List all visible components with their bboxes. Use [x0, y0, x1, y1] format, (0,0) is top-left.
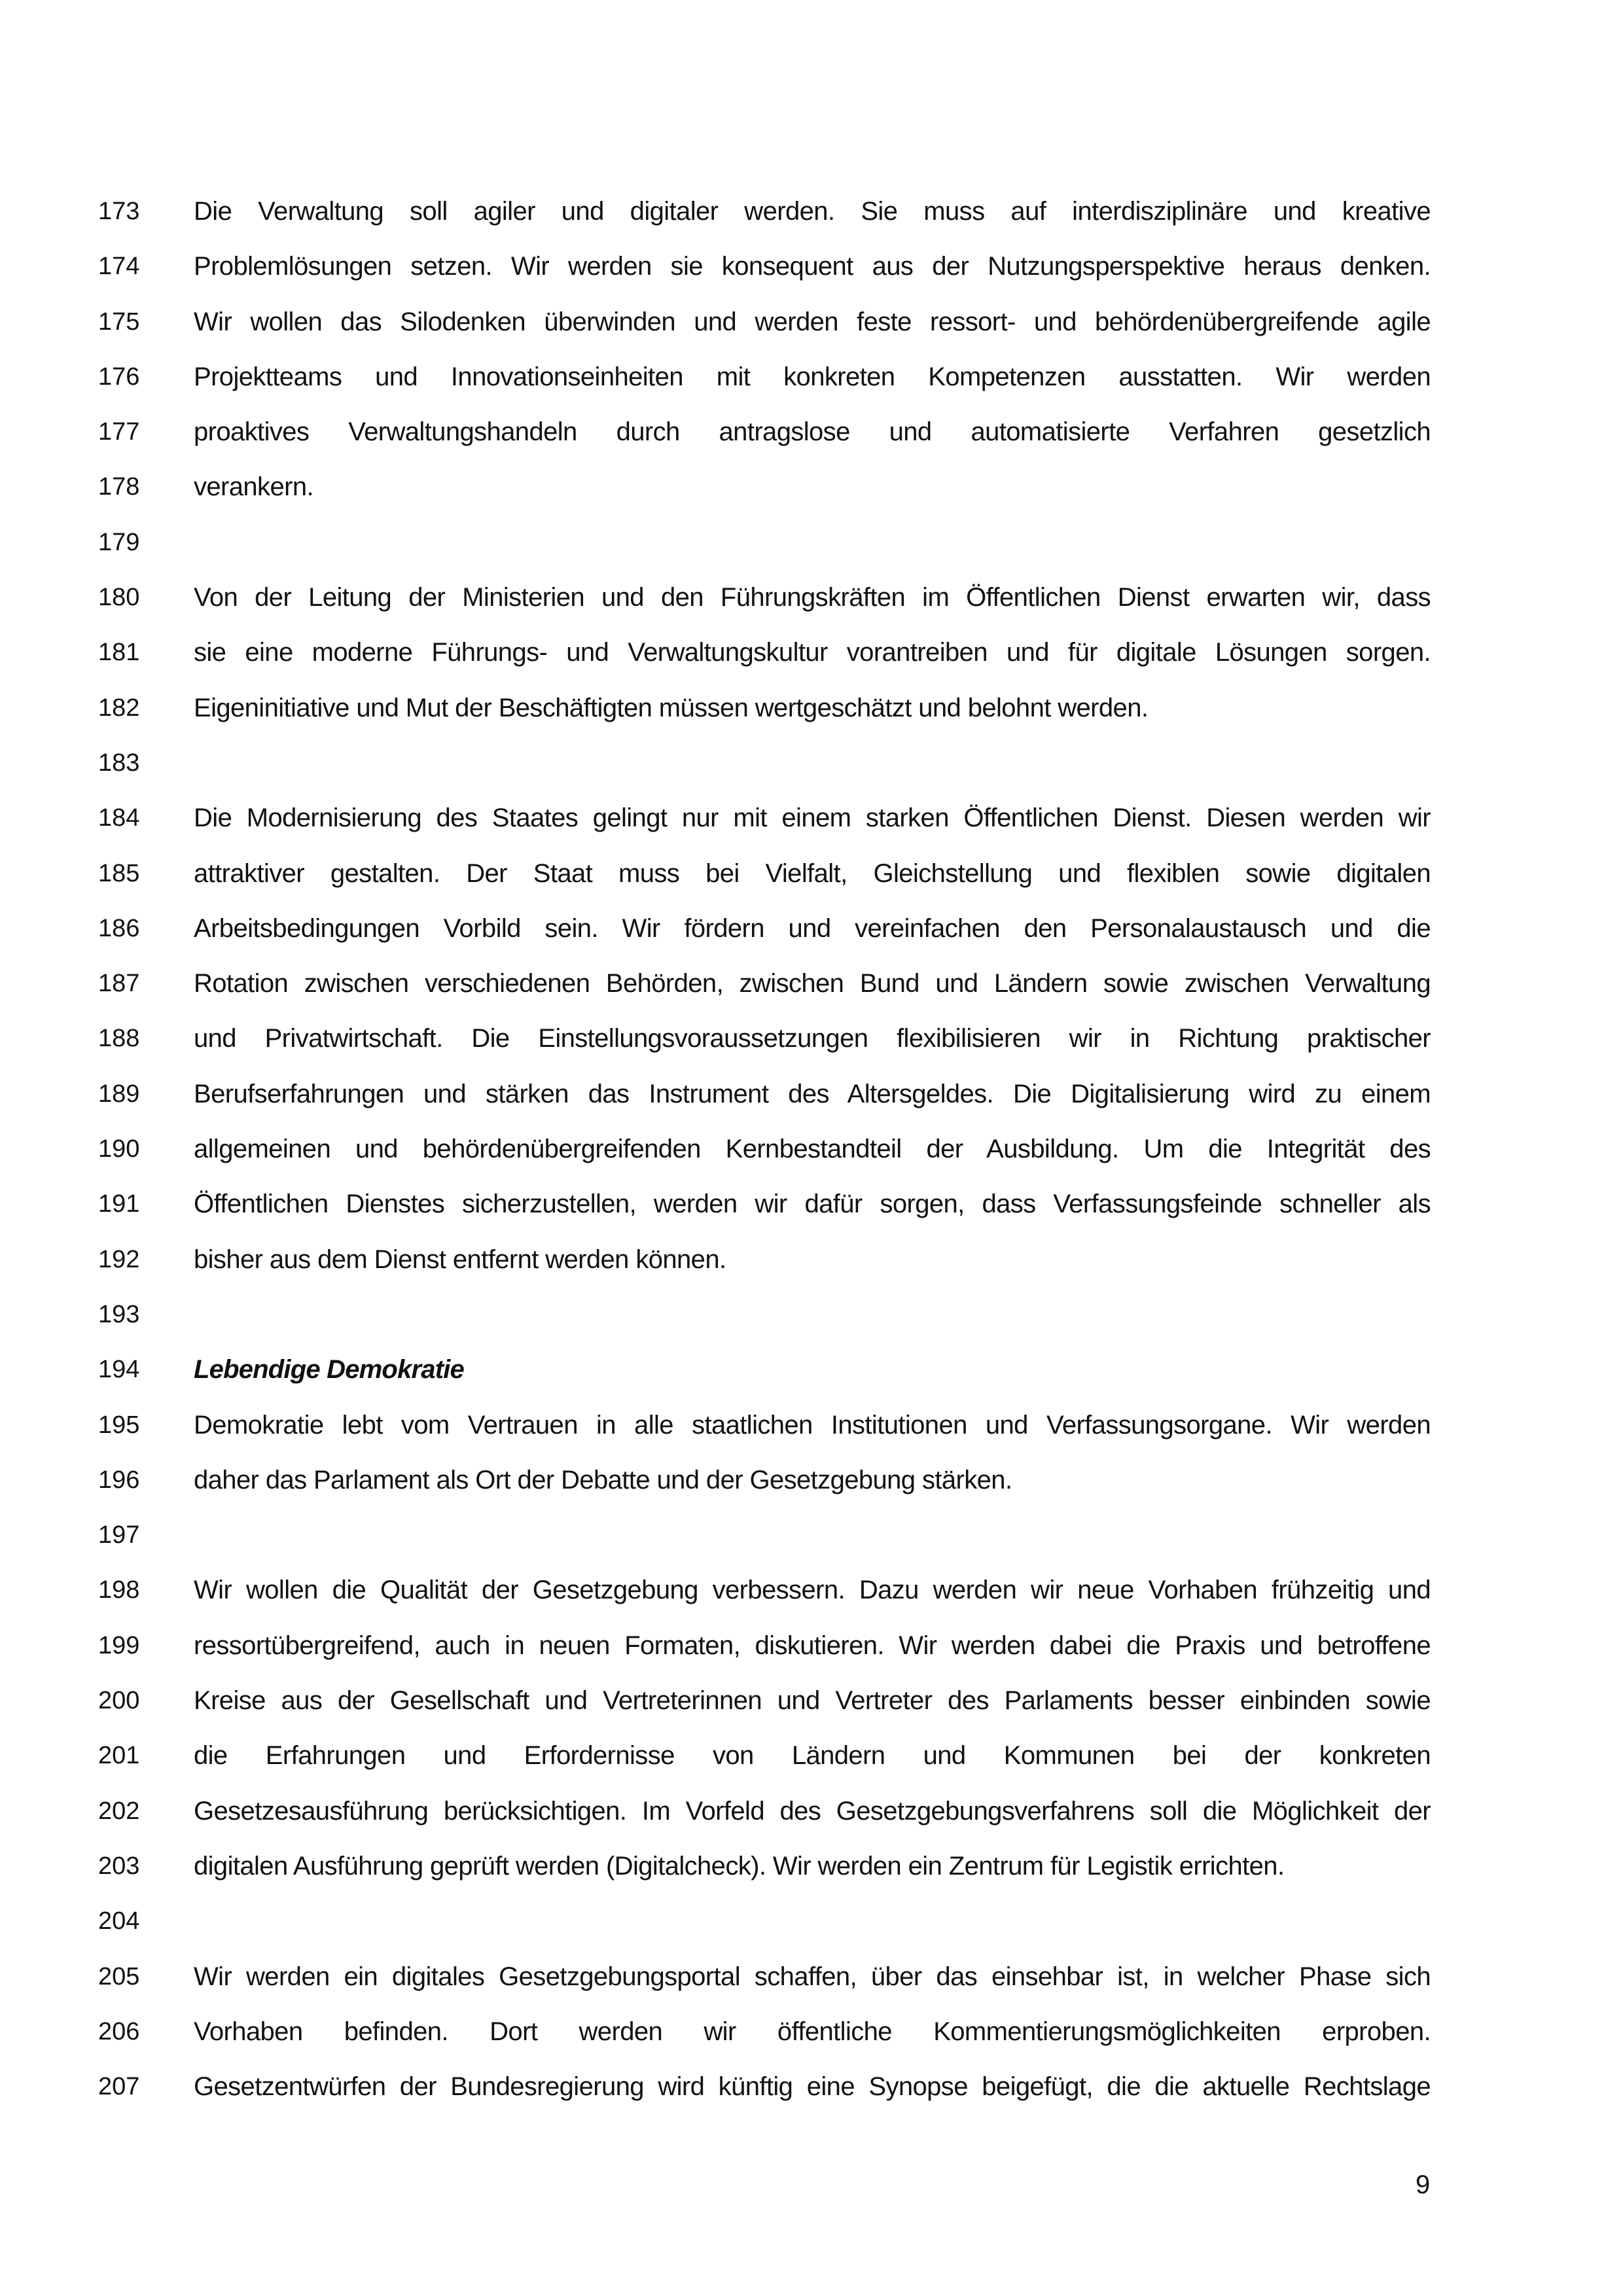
blank-line	[0, 1510, 1623, 1564]
text-line	[0, 406, 1623, 461]
text-line	[0, 1564, 1623, 1619]
line-text: bisher aus dem Dienst entfernt werden können.	[194, 1245, 726, 1274]
line-number: 200	[98, 1687, 140, 1715]
line-number: 201	[98, 1742, 140, 1770]
line-number: 180	[98, 584, 140, 612]
line-text: ressortübergreifend, auch in neuen Formaten, diskutieren. Wir werden dabei die Praxis und betroffene	[194, 1631, 1431, 1660]
line-text: Rotation zwischen verschiedenen Behörden, zwischen Bund und Ländern sowie zwischen Verwaltung	[194, 969, 1431, 998]
line-text: Kreise aus der Gesellschaft und Vertreterinnen und Vertreter des Parlaments besser einbinden sowie	[194, 1686, 1431, 1716]
line-number: 189	[98, 1080, 140, 1108]
line-number: 207	[98, 2073, 140, 2101]
line-number: 197	[98, 1521, 140, 1549]
line-number: 179	[98, 528, 140, 556]
line-number: 192	[98, 1245, 140, 1273]
line-text: sie eine moderne Führungs- und Verwaltungskultur vorantreiben und für digitale Lösungen sorgen.	[194, 638, 1431, 667]
text-line	[0, 296, 1623, 351]
line-text: Eigeninitiative und Mut der Beschäftigten müssen wertgeschätzt und belohnt werden.	[194, 693, 1149, 722]
text-line	[0, 627, 1623, 682]
text-line	[0, 1841, 1623, 1896]
line-number: 183	[98, 749, 140, 777]
line-number: 181	[98, 639, 140, 667]
line-text: Wir wollen die Qualität der Gesetzgebung verbessern. Dazu werden wir neue Vorhaben frühzeitig und	[194, 1576, 1431, 1605]
line-text: daher das Parlament als Ort der Debatte und der Gesetzgebung stärken.	[194, 1465, 1012, 1494]
line-text: Die Modernisierung des Staates gelingt nur mit einem starken Öffentlichen Dienst. Diesen werden wir	[194, 804, 1431, 833]
text-line	[0, 682, 1623, 737]
line-text: digitalen Ausführung geprüft werden (Digitalcheck). Wir werden ein Zentrum für Legistik errichten.	[194, 1851, 1285, 1881]
line-number: 193	[98, 1300, 140, 1328]
line-number: 184	[98, 804, 140, 832]
line-number: 186	[98, 914, 140, 942]
line-text: Die Verwaltung soll agiler und digitaler werden. Sie muss auf interdisziplinäre und kreative	[194, 197, 1431, 226]
text-line	[0, 186, 1623, 241]
text-line	[0, 958, 1623, 1013]
text-line	[0, 1234, 1623, 1289]
text-line	[0, 903, 1623, 958]
text-line	[0, 351, 1623, 406]
line-number: 198	[98, 1576, 140, 1604]
line-text: Gesetzentwürfen der Bundesregierung wird künftig eine Synopse beigefügt, die die aktuelle Rechtslage	[194, 2072, 1431, 2102]
line-text: proaktives Verwaltungshandeln durch antragslose und automatisierte Verfahren gesetzlich	[194, 417, 1431, 447]
line-text: Berufserfahrungen und stärken das Instrument des Altersgeldes. Die Digitalisierung wird zu einem	[194, 1079, 1431, 1108]
line-number: 185	[98, 859, 140, 887]
text-line	[0, 1013, 1623, 1068]
blank-line	[0, 1896, 1623, 1951]
line-text: die Erfahrungen und Erfordernisse von Ländern und Kommunen bei der konkreten	[194, 1741, 1431, 1771]
text-line	[0, 1178, 1623, 1233]
line-number: 206	[98, 2017, 140, 2045]
text-line	[0, 2061, 1623, 2116]
text-line	[0, 1786, 1623, 1841]
blank-line	[0, 737, 1623, 792]
line-number: 191	[98, 1190, 140, 1218]
text-line	[0, 1951, 1623, 2006]
line-number: 199	[98, 1631, 140, 1659]
section-heading: Lebendige Demokratie	[194, 1355, 465, 1385]
line-number: 188	[98, 1025, 140, 1053]
text-line	[0, 1620, 1623, 1675]
line-number: 205	[98, 1962, 140, 1990]
text-line	[0, 792, 1623, 847]
line-number: 203	[98, 1852, 140, 1880]
line-text: Von der Leitung der Ministerien und den Führungskräften im Öffentlichen Dienst erwarten wir, dass	[194, 583, 1431, 612]
line-text: Arbeitsbedingungen Vorbild sein. Wir fördern und vereinfachen den Personalaustausch und die	[194, 913, 1431, 943]
text-line	[0, 1730, 1623, 1785]
line-number: 187	[98, 970, 140, 998]
line-text: Wir wollen das Silodenken überwinden und werden feste ressort- und behördenübergreifende agile	[194, 307, 1431, 336]
line-text: Projektteams und Innovationseinheiten mit konkreten Kompetenzen ausstatten. Wir werden	[194, 362, 1431, 391]
text-line	[0, 1675, 1623, 1730]
line-number: 174	[98, 253, 140, 281]
line-number: 177	[98, 418, 140, 446]
line-number: 196	[98, 1466, 140, 1494]
text-line	[0, 241, 1623, 296]
line-text: attraktiver gestalten. Der Staat muss bei Vielfalt, Gleichstellung und flexiblen sowie digitalen	[194, 858, 1431, 888]
line-number: 173	[98, 198, 140, 225]
line-number: 194	[98, 1356, 140, 1384]
text-line	[0, 1455, 1623, 1510]
section-heading-line	[0, 1344, 1623, 1399]
line-text: Vorhaben befinden. Dort werden wir öffentliche Kommentierungsmöglichkeiten erproben.	[194, 2017, 1431, 2046]
line-number: 175	[98, 308, 140, 336]
line-number: 176	[98, 362, 140, 391]
text-line	[0, 1123, 1623, 1178]
text-line	[0, 1400, 1623, 1455]
line-number: 202	[98, 1797, 140, 1825]
line-number: 195	[98, 1411, 140, 1439]
line-number: 204	[98, 1907, 140, 1935]
text-line	[0, 1069, 1623, 1123]
line-text: allgemeinen und behördenübergreifenden Kernbestandteil der Ausbildung. Um die Integrität des	[194, 1135, 1431, 1164]
text-line	[0, 2006, 1623, 2061]
line-text: Problemlösungen setzen. Wir werden sie konsequent aus der Nutzungsperspektive heraus denken.	[194, 252, 1431, 281]
blank-line	[0, 517, 1623, 572]
line-text: Wir werden ein digitales Gesetzgebungsportal schaffen, über das einsehbar ist, in welcher Phase sich	[194, 1962, 1431, 1991]
numbered-lines	[0, 186, 1623, 2116]
line-text: Öffentlichen Dienstes sicherzustellen, werden wir dafür sorgen, dass Verfassungsfeinde schneller als	[194, 1190, 1431, 1219]
blank-line	[0, 1289, 1623, 1344]
text-line	[0, 848, 1623, 903]
line-text: Gesetzesausführung berücksichtigen. Im Vorfeld des Gesetzgebungsverfahrens soll die Möglichkeit der	[194, 1796, 1431, 1826]
line-text: Demokratie lebt vom Vertrauen in alle staatlichen Institutionen und Verfassungsorgane. Wir werden	[194, 1410, 1431, 1439]
text-line	[0, 572, 1623, 627]
page-number: 9	[1416, 2170, 1431, 2199]
line-number: 182	[98, 694, 140, 722]
line-text: und Privatwirtschaft. Die Einstellungsvoraussetzungen flexibilisieren wir in Richtung praktischer	[194, 1024, 1431, 1053]
text-line	[0, 461, 1623, 516]
line-number: 178	[98, 473, 140, 501]
line-number: 190	[98, 1135, 140, 1163]
line-text: verankern.	[194, 472, 313, 502]
